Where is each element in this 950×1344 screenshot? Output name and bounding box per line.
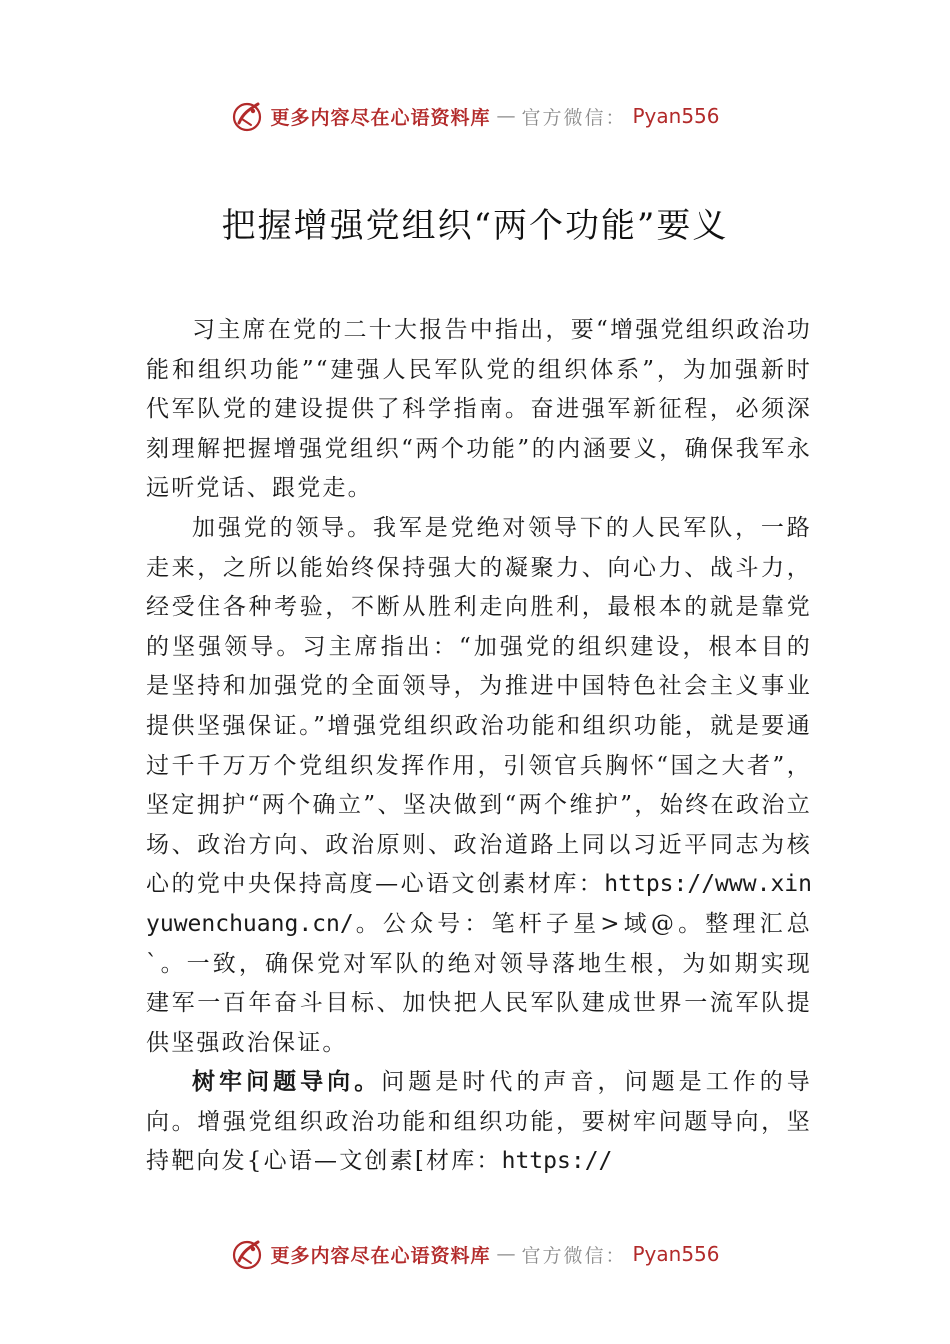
paragraph-text: 习主席在党的二十大报告中指出，要“增强党组织政治功能和组织功能”“建强人民军队党的组织体系”，为加强新时代军队党的建设提供了科学指南。奋进强军新征程，必须深刻理解把握增强党组织“两个功能”的内涵要义，确保我军永远听党话、跟党走。 [146,317,812,502]
source-url: https:// [501,1148,613,1175]
paragraph-text: 问题是时代的声音，问题是工作的导向。增强党组织政治功能和组织功能，要树牢问题导向，坚持靶向发{心语—文创素[材库： [146,1069,813,1175]
header-separator: — [496,105,516,127]
calligraphy-seal-icon [230,99,264,133]
source-url: https://www.xinyuwenchuang.cn/ [146,871,812,937]
page-title: 把握增强党组织“两个功能”要义 [221,206,729,246]
footer-separator: — [496,1243,516,1265]
paragraph-problem-orientation [146,1063,812,1182]
footer-brand: 更多内容尽在心语资料库 [270,1244,491,1267]
calligraphy-seal-icon [230,1237,264,1271]
footer-wechat-id: Pyan556 [632,1242,720,1266]
paragraph-leadership [146,509,812,1063]
document-body [146,311,812,1182]
header-wechat-label: 官方微信： [521,106,627,129]
header-brand: 更多内容尽在心语资料库 [270,106,491,129]
paragraph-text: 。公众号：笔杆子星>域@。整理汇总`。一致，确保党对军队的绝对领导落地生根，为如期实现建军一百年奋斗目标、加快把人民军队建成世界一流军队提供坚强政治保证。 [146,910,812,1056]
header-banner [0,96,950,136]
paragraph-lead: 树牢问题导向。 [192,1069,382,1096]
footer-wechat-label: 官方微信： [521,1244,627,1267]
header-wechat-id: Pyan556 [632,104,720,128]
paragraph-text: 加强党的领导。我军是党绝对领导下的人民军队，一路走来，之所以能始终保持强大的凝聚力、向心力、战斗力，经受住各种考验，不断从胜利走向胜利，最根本的就是靠党的坚强领导。习主席指出：“加强党的组织建设，根本目的是坚持和加强党的全面领导，为推进中国特色社会主义事业提供坚强保证。”增强党组织政治功能和组织功能，就是要通过千千万万个党组织发挥作用，引领官兵胸怀“国之大者”，坚定拥护“两个确立”、坚决做到“两个维护”，始终在政治立场、政治方向、政治原则、政治道路上同以习近平同志为核心的党中央保持高度—心语文创素材库： [146,514,812,898]
footer-banner [0,1234,950,1274]
paragraph-intro [146,311,812,509]
